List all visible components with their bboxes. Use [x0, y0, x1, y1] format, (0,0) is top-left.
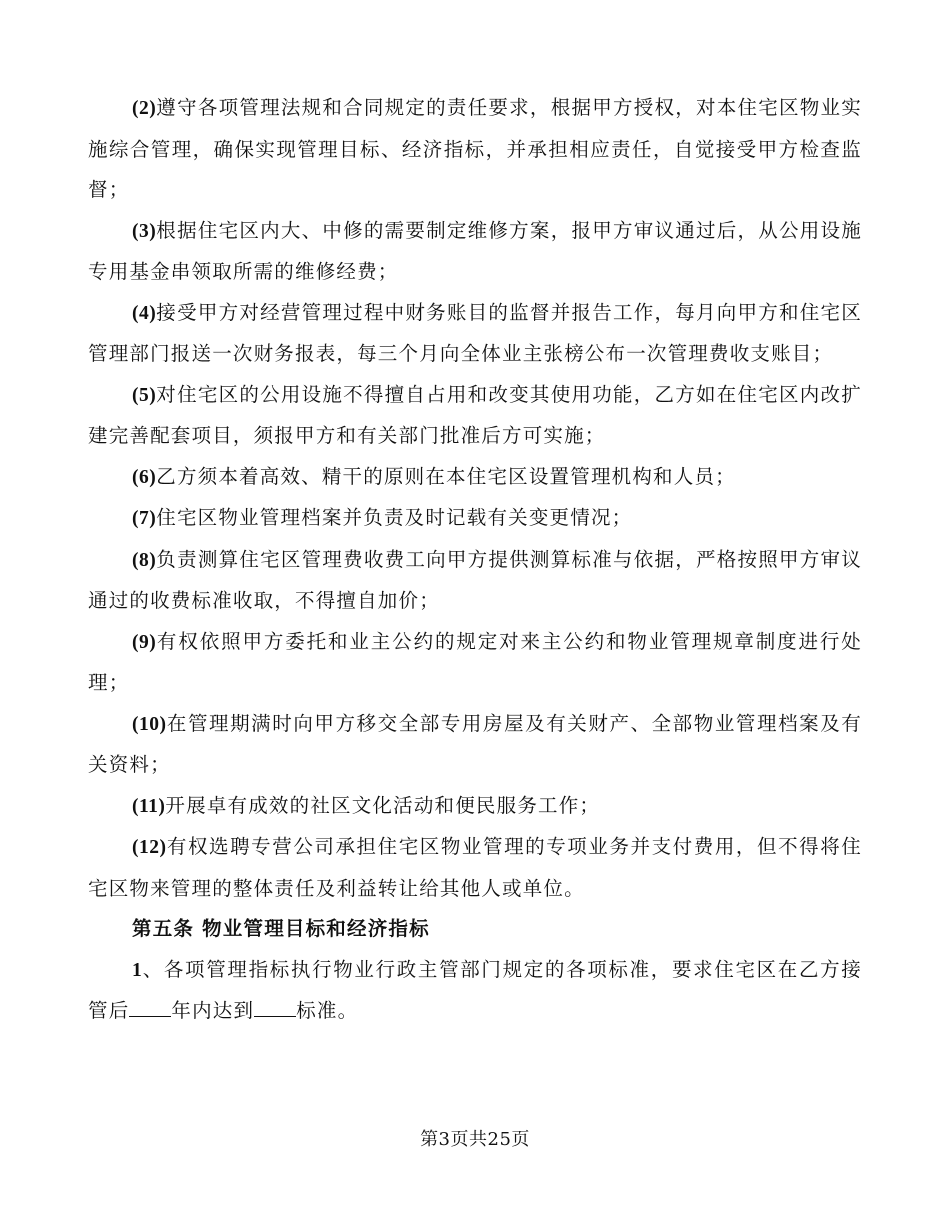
list-item — [88, 786, 862, 828]
item-number: (11) — [132, 795, 166, 817]
list-item — [88, 827, 862, 909]
list-item — [88, 88, 862, 211]
item-text: 有权选聘专营公司承担住宅区物业管理的专项业务并支付费用，但不得将住宅区物来管理的整体责任及利益转让给其他人或单位。 — [88, 835, 862, 900]
item-number: 1 — [132, 959, 143, 981]
item-number: (9) — [132, 631, 157, 653]
list-item — [88, 498, 862, 540]
item-text: 接受甲方对经营管理过程中财务账目的监督并报告工作，每月向甲方和住宅区管理部门报送一次财务报表，每三个月向全体业主张榜公布一次管理费收支账目； — [88, 300, 862, 365]
item-text: 有权依照甲方委托和业主公约的规定对来主公约和物业管理规章制度进行处理； — [88, 629, 862, 694]
item-text: 乙方须本着高效、精干的原则在本住宅区设置管理机构和人员； — [156, 464, 736, 488]
item-number: (6) — [132, 466, 157, 488]
list-item — [88, 457, 862, 499]
page-number: 第3页共25页 — [420, 1129, 530, 1150]
paragraph — [88, 950, 862, 1032]
item-number: (5) — [132, 384, 157, 406]
item-text: 负责测算住宅区管理费收费工向甲方提供测算标准与依据，严格按照甲方审议通过的收费标准收取，不得擅自加价； — [88, 547, 862, 612]
item-text: 在管理期满时向甲方移交全部专用房屋及有关财产、全部物业管理档案及有关资料； — [88, 711, 862, 776]
item-text: 根据住宅区内大、中修的需要制定维修方案，报甲方审议通过后，从公用设施专用基金串领取所需的维修经费； — [88, 218, 862, 283]
item-number: (10) — [132, 713, 167, 735]
list-item — [88, 540, 862, 622]
item-text: 住宅区物业管理档案并负责及时记载有关变更情况； — [156, 506, 633, 529]
section-heading: 第五条 物业管理目标和经济指标 — [132, 917, 430, 940]
item-number: (3) — [132, 220, 157, 242]
item-number: (8) — [132, 549, 157, 571]
list-item — [88, 293, 862, 375]
item-number: (4) — [132, 302, 157, 324]
list-item — [88, 375, 862, 457]
paragraph-text-part: 标准。 — [296, 999, 359, 1022]
item-number: (2) — [132, 98, 157, 119]
paragraph-text-part: 、各项管理指标执行物业行政主管部门规定的各项标准，要求住宅区在乙方接管后 — [88, 957, 862, 1022]
list-item — [88, 622, 862, 704]
fill-blank — [129, 1000, 171, 1017]
list-item — [88, 211, 862, 293]
paragraph-text-part: 年内达到 — [171, 999, 255, 1022]
item-text: 开展卓有成效的社区文化活动和便民服务工作； — [165, 793, 601, 817]
item-number: (12) — [132, 837, 167, 858]
item-text: 对住宅区的公用设施不得擅自占用和改变其使用功能，乙方如在住宅区内改扩建完善配套项目，须报甲方和有关部门批准后方可实施； — [88, 382, 862, 447]
fill-blank — [254, 1000, 296, 1017]
item-number: (7) — [132, 508, 157, 529]
document-body — [88, 88, 862, 1032]
list-item — [88, 704, 862, 786]
item-text: 遵守各项管理法规和合同规定的责任要求，根据甲方授权，对本住宅区物业实施综合管理，确保实现管理目标、经济指标，并承担相应责任，自觉接受甲方检查监督； — [88, 96, 862, 201]
